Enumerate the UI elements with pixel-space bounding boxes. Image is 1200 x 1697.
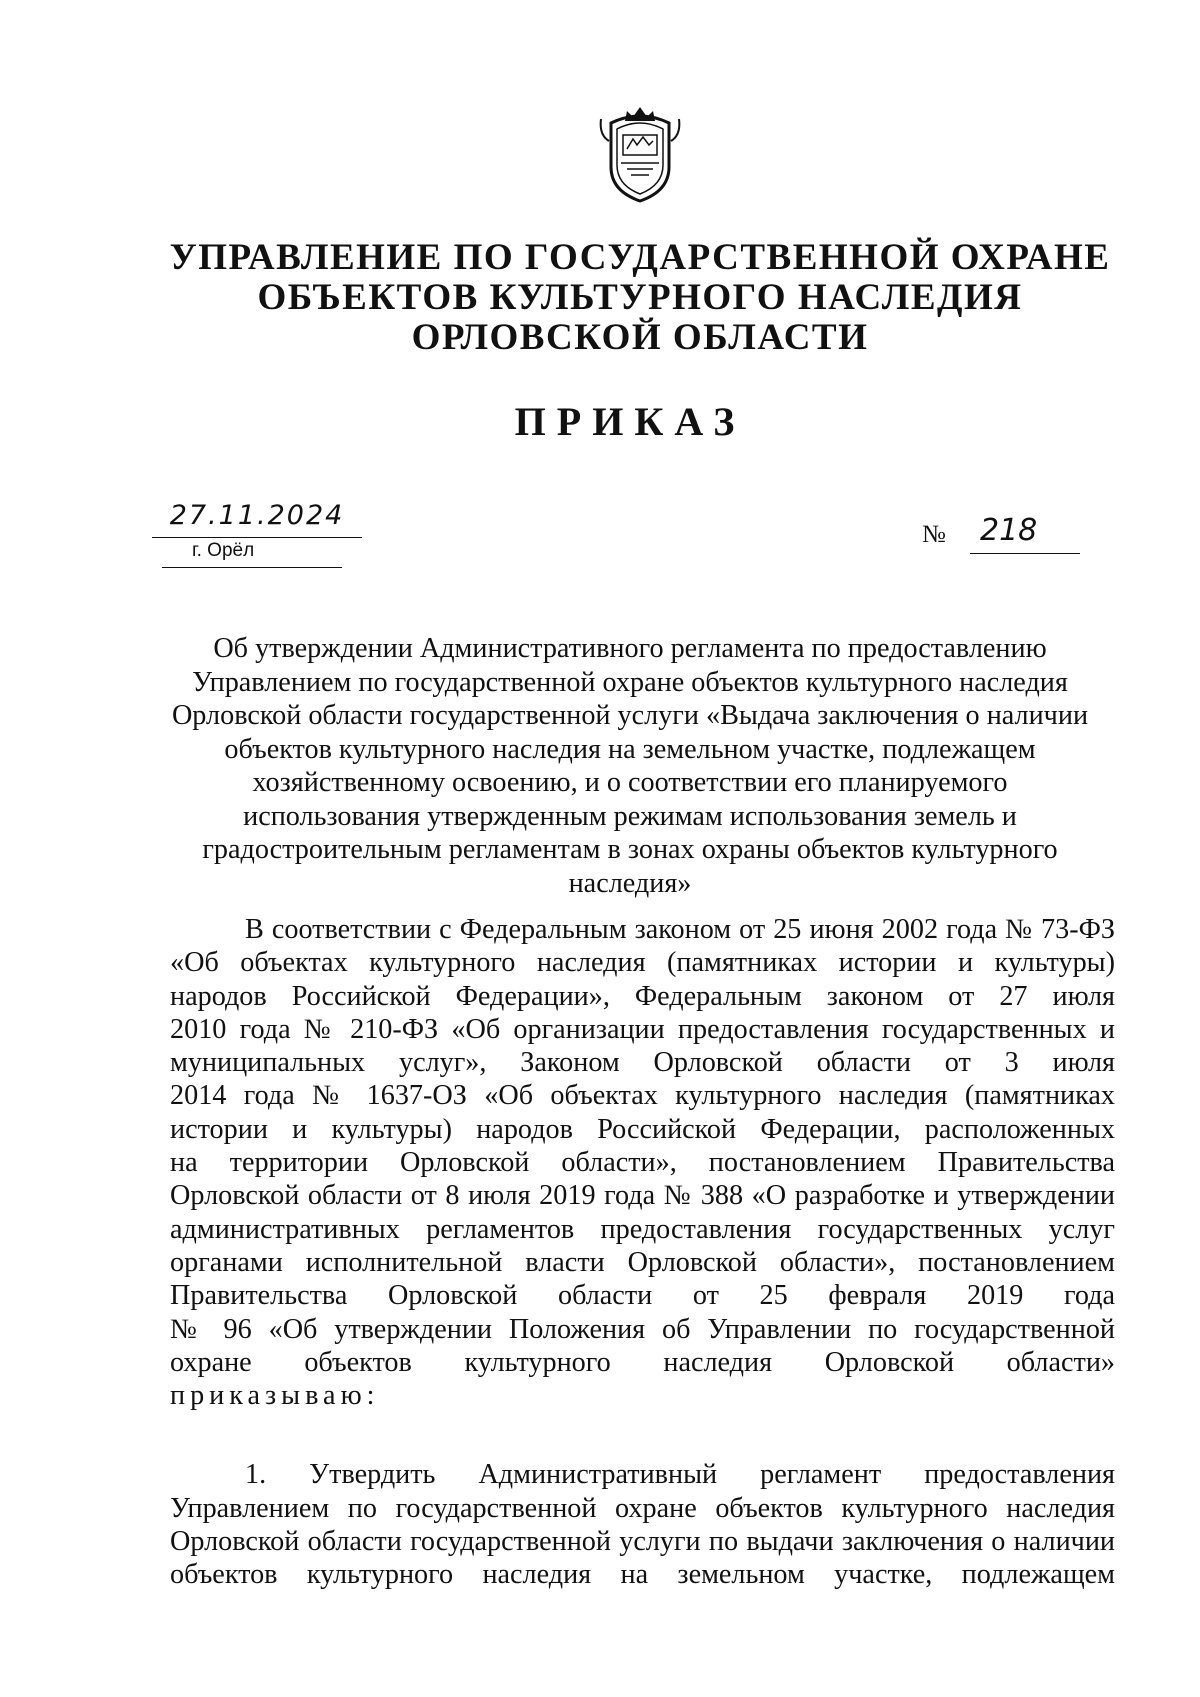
preamble-line: на территории Орловской области», постановлением Правительства bbox=[170, 1147, 1115, 1179]
number-underline bbox=[970, 553, 1080, 554]
org-line-1: УПРАВЛЕНИЕ ПО ГОСУДАРСТВЕННОЙ ОХРАНЕ bbox=[169, 237, 1111, 278]
date-underline bbox=[152, 537, 362, 538]
preamble-line: «Об объектах культурного наследия (памятниках истории и культуры) bbox=[170, 947, 1115, 979]
paragraph-gap bbox=[170, 1412, 1115, 1458]
preamble-line: народов Российской Федерации», Федеральным законом от 27 июля bbox=[170, 980, 1115, 1012]
subject-line: градостроительным регламентам в зонах охраны объектов культурного bbox=[202, 834, 1058, 865]
item-line: Орловской области государственной услуги по выдачи заключения о наличии bbox=[170, 1526, 1115, 1558]
organization-name bbox=[150, 238, 1130, 358]
preamble-line: муниципальных услуг», Законом Орловской области от 3 июля bbox=[170, 1047, 1115, 1079]
preamble-line: 2010 года № 210-ФЗ «Об организации предоставления государственных и bbox=[170, 1013, 1115, 1045]
subject-line: использования утвержденным режимам использования земель и bbox=[243, 800, 1017, 832]
handwritten-number: 218 bbox=[980, 513, 1038, 548]
order-word: приказываю: bbox=[170, 1380, 380, 1412]
document-subject bbox=[170, 632, 1090, 900]
handwritten-date: 27.11.2024 bbox=[169, 500, 345, 531]
document-type-title: ПРИКАЗ bbox=[514, 399, 746, 444]
item-line: объектов культурного наследия на земельном участке, подлежащем bbox=[170, 1559, 1115, 1591]
subject-line: хозяйственному освоению, и о соответствии его планируемого bbox=[252, 767, 1008, 798]
preamble-line: 2014 года № 1637-ОЗ «Об объектах культурного наследия (памятниках bbox=[170, 1080, 1115, 1112]
preamble-line: административных регламентов предоставления государственных услуг bbox=[170, 1213, 1115, 1245]
subject-line: Об утверждении Административного регламента по предоставлению bbox=[213, 633, 1047, 664]
subject-line: Орловской области государственной услуги «Выдача заключения о наличии bbox=[171, 700, 1089, 731]
preamble-line: Правительства Орловской области от 25 февраля 2019 года bbox=[170, 1280, 1115, 1312]
item-line: 1. Утвердить Административный регламент предоставления bbox=[245, 1459, 1115, 1491]
document-body bbox=[170, 913, 1115, 1592]
preamble-line: № 96 «Об утверждении Положения об Управлении по государственной bbox=[170, 1313, 1115, 1345]
subject-line: Управлением по государственной охране объектов культурного наследия bbox=[192, 666, 1068, 698]
city-label: г. Орёл bbox=[192, 540, 255, 561]
subject-line: наследия» bbox=[568, 867, 692, 899]
coat-of-arms-icon bbox=[597, 105, 683, 205]
org-line-2: ОБЪЕКТОВ КУЛЬТУРНОГО НАСЛЕДИЯ bbox=[257, 277, 1023, 318]
org-line-3: ОРЛОВСКОЙ ОБЛАСТИ bbox=[411, 317, 869, 358]
subject-line: объектов культурного наследия на земельном участке, подлежащем bbox=[224, 733, 1036, 765]
preamble-line: органами исполнительной власти Орловской области», постановлением bbox=[170, 1246, 1115, 1278]
city-underline bbox=[162, 567, 342, 568]
number-sign: № bbox=[922, 521, 946, 548]
preamble-line: охране объектов культурного наследия Орловской области» bbox=[170, 1346, 1115, 1378]
preamble-line: истории и культуры) народов Российской Федерации, расположенных bbox=[170, 1113, 1115, 1145]
preamble-line: В соответствии с Федеральным законом от 25 июня 2002 года № 73-ФЗ bbox=[245, 914, 1115, 945]
preamble-line: Орловской области от 8 июля 2019 года № 388 «О разработке и утверждении bbox=[170, 1180, 1115, 1212]
item-line: Управлением по государственной охране объектов культурного наследия bbox=[170, 1492, 1115, 1524]
document-number-block bbox=[922, 513, 1092, 561]
